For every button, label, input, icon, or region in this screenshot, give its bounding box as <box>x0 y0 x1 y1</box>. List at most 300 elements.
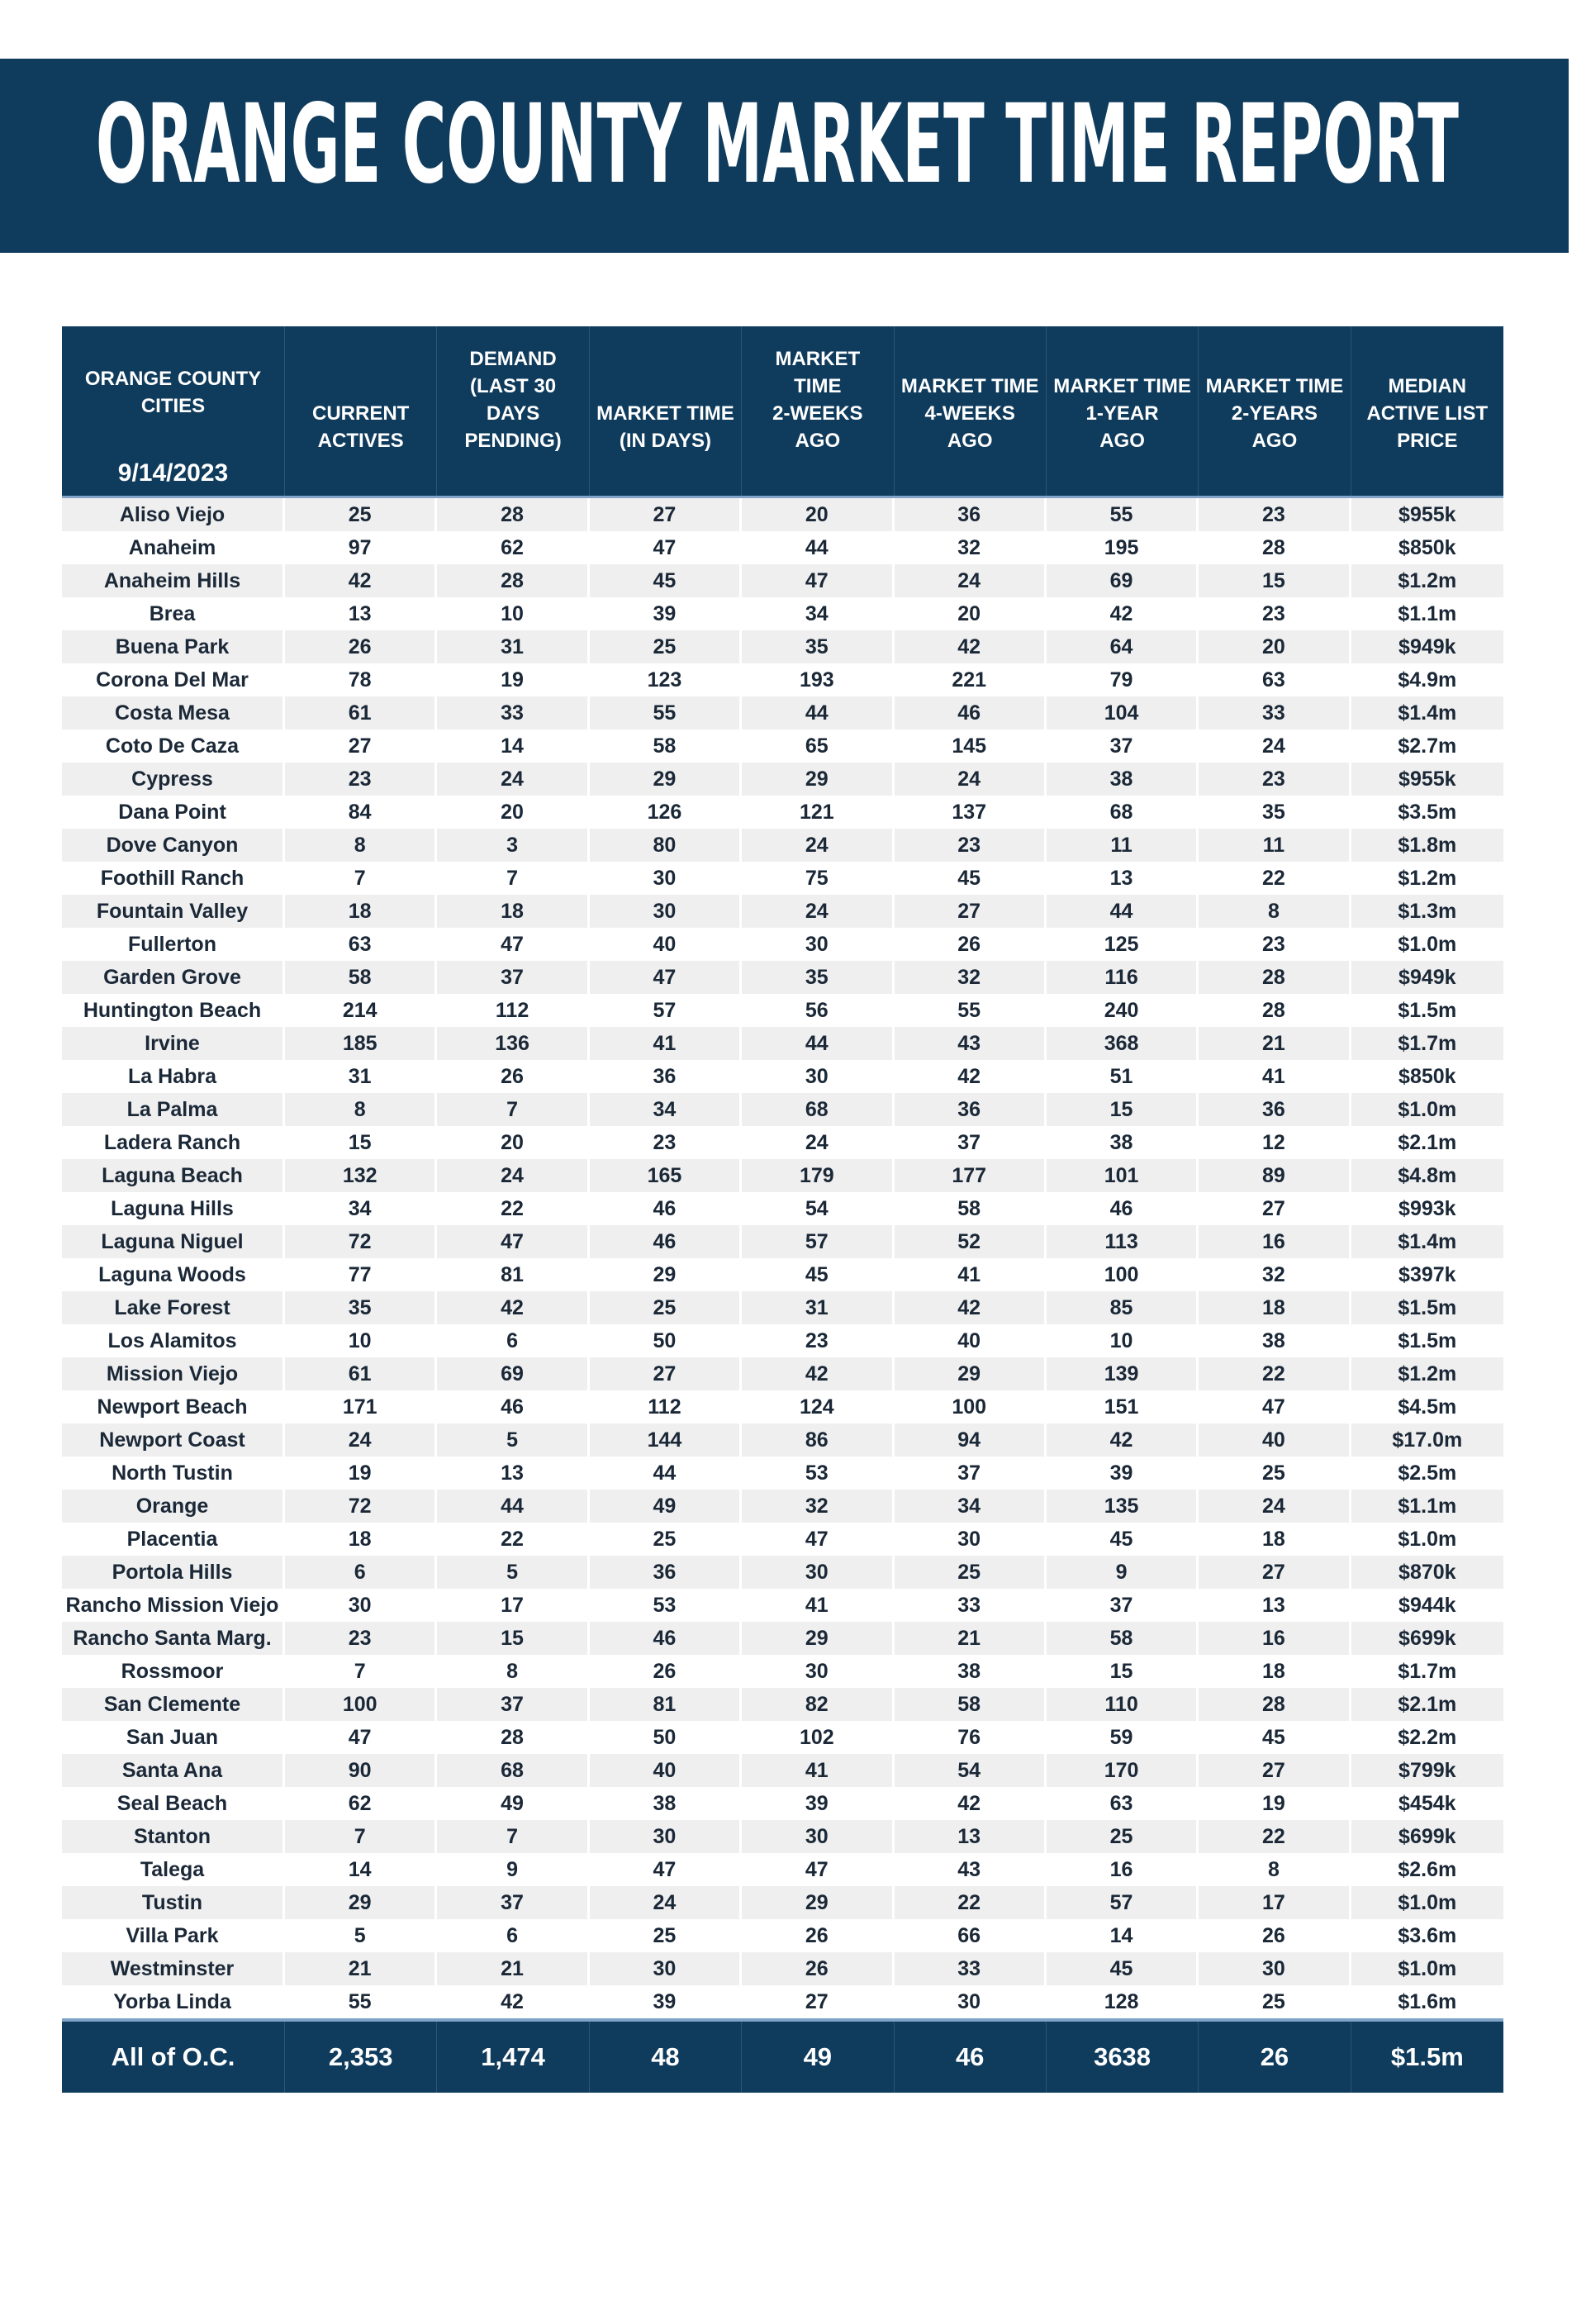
cell-current-actives: 24 <box>285 1423 437 1457</box>
table-row <box>62 1324 1503 1357</box>
header-market-time-4-weeks <box>895 326 1047 496</box>
cell-market-time-1-year: 57 <box>1047 1886 1199 1919</box>
cell-demand: 24 <box>437 1159 589 1192</box>
cell-market-time: 25 <box>590 1919 742 1952</box>
cell-market-time-1-year: 195 <box>1047 531 1199 564</box>
table-row <box>62 1985 1503 2018</box>
cell-median-price: $1.0m <box>1398 932 1457 956</box>
cell-market-time-2-years: 8 <box>1199 1853 1351 1886</box>
cell-city: Rancho Mission Viejo <box>62 1589 285 1622</box>
cell-market-time-4-weeks: 29 <box>895 1357 1047 1390</box>
table-row <box>62 1523 1503 1556</box>
header-label: CURRENT ACTIVES <box>312 402 410 452</box>
cell-market-time-4-weeks: 42 <box>895 1291 1047 1324</box>
cell-city: Fountain Valley <box>62 895 285 928</box>
cell-market-time: 25 <box>590 1291 742 1324</box>
cell-market-time-1-year: 68 <box>1047 796 1199 829</box>
cell-market-time: 49 <box>590 1490 742 1523</box>
cell-city: San Juan <box>62 1721 285 1754</box>
cell-market-time-2-weeks: 124 <box>742 1390 894 1423</box>
total-market-time: 48 <box>590 2022 742 2093</box>
cell-market-time-2-years: 22 <box>1199 862 1351 895</box>
cell-city: Foothill Ranch <box>62 862 285 895</box>
cell-current-actives: 13 <box>285 597 437 630</box>
cell-market-time-2-years: 23 <box>1199 928 1351 961</box>
cell-city: Cypress <box>62 763 285 796</box>
title-graphic <box>0 59 1569 253</box>
cell-demand: 5 <box>437 1423 589 1457</box>
cell-city: La Palma <box>62 1093 285 1126</box>
table-row <box>62 663 1503 696</box>
cell-demand: 26 <box>437 1060 589 1093</box>
cell-market-time-2-weeks: 86 <box>742 1423 894 1457</box>
cell-market-time-2-years: 18 <box>1199 1655 1351 1688</box>
cell-market-time-2-years: 23 <box>1199 498 1351 531</box>
cell-market-time-2-years: 18 <box>1199 1523 1351 1556</box>
cell-market-time-2-years: 22 <box>1199 1357 1351 1390</box>
cell-market-time-2-years: 15 <box>1199 564 1351 597</box>
cell-market-time-1-year: 38 <box>1047 763 1199 796</box>
cell-market-time-4-weeks: 55 <box>895 994 1047 1027</box>
cell-market-time: 80 <box>590 829 742 862</box>
table-row <box>62 928 1503 961</box>
cell-demand: 81 <box>437 1258 589 1291</box>
table-row <box>62 994 1503 1027</box>
cell-demand: 22 <box>437 1523 589 1556</box>
cell-market-time-1-year: 135 <box>1047 1490 1199 1523</box>
cell-market-time-4-weeks: 42 <box>895 1787 1047 1820</box>
cell-demand: 68 <box>437 1754 589 1787</box>
total-label: All of O.C. <box>62 2022 285 2093</box>
cell-city: Dana Point <box>62 796 285 829</box>
cell-demand: 15 <box>437 1622 589 1655</box>
cell-market-time-2-weeks: 29 <box>742 1886 894 1919</box>
cell-median-price: $1.4m <box>1398 701 1457 725</box>
cell-city: Aliso Viejo <box>62 498 285 531</box>
cell-demand: 21 <box>437 1952 589 1985</box>
cell-market-time-4-weeks: 34 <box>895 1490 1047 1523</box>
header-label: MARKET TIME 1-YEAR AGO <box>1053 375 1191 452</box>
cell-market-time: 29 <box>590 1258 742 1291</box>
table-body <box>62 498 1503 2018</box>
table-row <box>62 696 1503 730</box>
cell-market-time-2-years: 13 <box>1199 1589 1351 1622</box>
cell-market-time-2-weeks: 56 <box>742 994 894 1027</box>
cell-median-price: $1.4m <box>1398 1229 1457 1253</box>
table-row <box>62 1093 1503 1126</box>
cell-current-actives: 132 <box>285 1159 437 1192</box>
table-row <box>62 1886 1503 1919</box>
cell-demand: 62 <box>437 531 589 564</box>
cell-market-time: 40 <box>590 1754 742 1787</box>
cell-city: Rancho Santa Marg. <box>62 1622 285 1655</box>
cell-market-time: 41 <box>590 1027 742 1060</box>
cell-market-time-2-years: 27 <box>1199 1754 1351 1787</box>
table-row <box>62 1225 1503 1258</box>
table-row <box>62 498 1503 531</box>
cell-demand: 24 <box>437 763 589 796</box>
cell-city: Los Alamitos <box>62 1324 285 1357</box>
cell-median-price: $955k <box>1398 502 1456 526</box>
table-row <box>62 1357 1503 1390</box>
cell-median-price: $2.6m <box>1398 1857 1457 1881</box>
cell-market-time-2-years: 63 <box>1199 663 1351 696</box>
cell-median-price: $699k <box>1398 1626 1456 1650</box>
cell-median-price: $1.0m <box>1398 1956 1457 1980</box>
cell-market-time-4-weeks: 23 <box>895 829 1047 862</box>
cell-current-actives: 84 <box>285 796 437 829</box>
cell-market-time: 25 <box>590 630 742 663</box>
cell-market-time-2-years: 89 <box>1199 1159 1351 1192</box>
cell-city: Westminster <box>62 1952 285 1985</box>
cell-median-price: $2.2m <box>1398 1725 1457 1749</box>
cell-current-actives: 18 <box>285 1523 437 1556</box>
header-market-time-2-weeks <box>742 326 894 496</box>
cell-median-price: $2.7m <box>1398 734 1457 758</box>
cell-market-time-4-weeks: 40 <box>895 1324 1047 1357</box>
cell-city: Tustin <box>62 1886 285 1919</box>
cell-current-actives: 6 <box>285 1556 437 1589</box>
cell-market-time-4-weeks: 21 <box>895 1622 1047 1655</box>
cell-market-time-2-years: 12 <box>1199 1126 1351 1159</box>
cell-demand: 44 <box>437 1490 589 1523</box>
cell-city: Laguna Beach <box>62 1159 285 1192</box>
cell-market-time-1-year: 368 <box>1047 1027 1199 1060</box>
cell-current-actives: 5 <box>285 1919 437 1952</box>
table-row <box>62 531 1503 564</box>
cell-market-time-1-year: 64 <box>1047 630 1199 663</box>
cell-market-time-1-year: 101 <box>1047 1159 1199 1192</box>
cell-city: Yorba Linda <box>62 1985 285 2018</box>
cell-current-actives: 25 <box>285 498 437 531</box>
table-row <box>62 1721 1503 1754</box>
cell-demand: 20 <box>437 796 589 829</box>
cell-market-time: 23 <box>590 1126 742 1159</box>
cell-market-time-1-year: 37 <box>1047 730 1199 763</box>
cell-demand: 47 <box>437 1225 589 1258</box>
cell-median-price: $4.8m <box>1398 1163 1457 1187</box>
cell-market-time: 39 <box>590 1985 742 2018</box>
cell-market-time: 46 <box>590 1622 742 1655</box>
cell-market-time: 46 <box>590 1225 742 1258</box>
header-label: ORANGE COUNTY CITIES <box>84 368 262 417</box>
cell-current-actives: 214 <box>285 994 437 1027</box>
cell-market-time-2-years: 20 <box>1199 630 1351 663</box>
cell-market-time-2-weeks: 47 <box>742 1853 894 1886</box>
cell-demand: 112 <box>437 994 589 1027</box>
cell-market-time-2-years: 25 <box>1199 1985 1351 2018</box>
cell-market-time-4-weeks: 37 <box>895 1126 1047 1159</box>
cell-market-time-1-year: 170 <box>1047 1754 1199 1787</box>
cell-median-price: $397k <box>1398 1262 1456 1286</box>
cell-city: Brea <box>62 597 285 630</box>
cell-market-time-1-year: 16 <box>1047 1853 1199 1886</box>
table-row <box>62 1490 1503 1523</box>
cell-demand: 5 <box>437 1556 589 1589</box>
table-row <box>62 1589 1503 1622</box>
cell-median-price: $1.2m <box>1398 1362 1457 1385</box>
cell-market-time-4-weeks: 36 <box>895 498 1047 531</box>
cell-market-time: 57 <box>590 994 742 1027</box>
cell-market-time: 40 <box>590 928 742 961</box>
cell-market-time-2-years: 18 <box>1199 1291 1351 1324</box>
cell-city: North Tustin <box>62 1457 285 1490</box>
cell-market-time-1-year: 51 <box>1047 1060 1199 1093</box>
header-label: MARKET TIME 2-WEEKS AGO <box>772 348 863 452</box>
cell-market-time-2-weeks: 82 <box>742 1688 894 1721</box>
cell-market-time-2-weeks: 42 <box>742 1357 894 1390</box>
cell-market-time-1-year: 240 <box>1047 994 1199 1027</box>
cell-market-time-2-weeks: 47 <box>742 564 894 597</box>
cell-market-time-1-year: 46 <box>1047 1192 1199 1225</box>
cell-market-time-2-years: 16 <box>1199 1225 1351 1258</box>
table-row <box>62 630 1503 663</box>
cell-current-actives: 58 <box>285 961 437 994</box>
cell-market-time: 34 <box>590 1093 742 1126</box>
cell-median-price: $1.5m <box>1398 998 1457 1022</box>
cell-market-time-2-weeks: 29 <box>742 1622 894 1655</box>
cell-market-time-2-years: 28 <box>1199 961 1351 994</box>
cell-market-time-4-weeks: 145 <box>895 730 1047 763</box>
cell-market-time-2-years: 11 <box>1199 829 1351 862</box>
cell-market-time-1-year: 100 <box>1047 1258 1199 1291</box>
cell-median-price: $1.1m <box>1398 1494 1457 1518</box>
cell-market-time: 165 <box>590 1159 742 1192</box>
cell-market-time-1-year: 151 <box>1047 1390 1199 1423</box>
table-row <box>62 1754 1503 1787</box>
table-row <box>62 1192 1503 1225</box>
cell-market-time: 126 <box>590 796 742 829</box>
cell-city: Placentia <box>62 1523 285 1556</box>
cell-market-time-2-weeks: 193 <box>742 663 894 696</box>
cell-market-time-2-years: 28 <box>1199 1688 1351 1721</box>
header-median-price <box>1351 326 1503 496</box>
cell-market-time-2-weeks: 102 <box>742 1721 894 1754</box>
cell-median-price: $949k <box>1398 634 1456 658</box>
cell-demand: 69 <box>437 1357 589 1390</box>
cell-city: Laguna Woods <box>62 1258 285 1291</box>
cell-market-time: 44 <box>590 1457 742 1490</box>
market-time-table <box>62 326 1503 2093</box>
header-city <box>62 326 285 496</box>
table-row <box>62 829 1503 862</box>
cell-current-actives: 8 <box>285 1093 437 1126</box>
cell-market-time-2-weeks: 75 <box>742 862 894 895</box>
cell-market-time: 55 <box>590 696 742 730</box>
cell-market-time-2-years: 17 <box>1199 1886 1351 1919</box>
cell-city: Talega <box>62 1853 285 1886</box>
cell-market-time: 53 <box>590 1589 742 1622</box>
cell-market-time-2-weeks: 30 <box>742 928 894 961</box>
cell-market-time: 24 <box>590 1886 742 1919</box>
cell-demand: 17 <box>437 1589 589 1622</box>
header-demand <box>437 326 589 496</box>
cell-demand: 31 <box>437 630 589 663</box>
cell-city: Anaheim <box>62 531 285 564</box>
cell-market-time-2-weeks: 54 <box>742 1192 894 1225</box>
cell-city: Newport Beach <box>62 1390 285 1423</box>
cell-market-time-2-weeks: 30 <box>742 1820 894 1853</box>
cell-median-price: $1.3m <box>1398 899 1457 923</box>
cell-city: San Clemente <box>62 1688 285 1721</box>
table-row <box>62 1390 1503 1423</box>
cell-market-time-4-weeks: 54 <box>895 1754 1047 1787</box>
cell-median-price: $1.7m <box>1398 1659 1457 1683</box>
cell-market-time: 26 <box>590 1655 742 1688</box>
cell-median-price: $2.1m <box>1398 1692 1457 1716</box>
cell-market-time-2-weeks: 57 <box>742 1225 894 1258</box>
table-row <box>62 1655 1503 1688</box>
cell-market-time: 46 <box>590 1192 742 1225</box>
cell-current-actives: 8 <box>285 829 437 862</box>
cell-market-time-2-weeks: 45 <box>742 1258 894 1291</box>
cell-market-time: 30 <box>590 895 742 928</box>
cell-market-time-1-year: 38 <box>1047 1126 1199 1159</box>
cell-market-time-1-year: 55 <box>1047 498 1199 531</box>
cell-median-price: $1.2m <box>1398 568 1457 592</box>
cell-demand: 46 <box>437 1390 589 1423</box>
cell-median-price: $1.5m <box>1398 1328 1457 1352</box>
cell-market-time-1-year: 44 <box>1047 895 1199 928</box>
cell-market-time-4-weeks: 24 <box>895 763 1047 796</box>
cell-median-price: $1.1m <box>1398 601 1457 625</box>
table-row <box>62 1258 1503 1291</box>
cell-market-time-2-years: 41 <box>1199 1060 1351 1093</box>
cell-demand: 7 <box>437 862 589 895</box>
cell-demand: 37 <box>437 1886 589 1919</box>
cell-current-actives: 27 <box>285 730 437 763</box>
cell-market-time-2-years: 35 <box>1199 796 1351 829</box>
cell-market-time-2-years: 38 <box>1199 1324 1351 1357</box>
cell-market-time-1-year: 79 <box>1047 663 1199 696</box>
cell-market-time: 112 <box>590 1390 742 1423</box>
cell-market-time-2-weeks: 24 <box>742 895 894 928</box>
cell-median-price: $1.2m <box>1398 866 1457 890</box>
cell-current-actives: 21 <box>285 1952 437 1985</box>
header-label: MARKET TIME 4-WEEKS AGO <box>900 375 1039 452</box>
cell-market-time-1-year: 42 <box>1047 1423 1199 1457</box>
cell-median-price: $799k <box>1398 1758 1456 1782</box>
cell-market-time-1-year: 11 <box>1047 829 1199 862</box>
cell-market-time: 30 <box>590 1820 742 1853</box>
title-banner <box>0 59 1569 253</box>
cell-market-time-2-years: 16 <box>1199 1622 1351 1655</box>
total-demand: 1,474 <box>437 2022 589 2093</box>
cell-city: Villa Park <box>62 1919 285 1952</box>
cell-median-price: $1.0m <box>1398 1890 1457 1914</box>
cell-city: Fullerton <box>62 928 285 961</box>
cell-demand: 49 <box>437 1787 589 1820</box>
cell-market-time-1-year: 110 <box>1047 1688 1199 1721</box>
cell-market-time-1-year: 14 <box>1047 1919 1199 1952</box>
cell-demand: 136 <box>437 1027 589 1060</box>
cell-market-time-1-year: 15 <box>1047 1093 1199 1126</box>
cell-median-price: $1.0m <box>1398 1527 1457 1551</box>
cell-market-time-1-year: 45 <box>1047 1952 1199 1985</box>
cell-market-time-1-year: 13 <box>1047 862 1199 895</box>
cell-market-time: 29 <box>590 763 742 796</box>
cell-demand: 18 <box>437 895 589 928</box>
cell-demand: 28 <box>437 564 589 597</box>
cell-demand: 8 <box>437 1655 589 1688</box>
table-row <box>62 895 1503 928</box>
cell-market-time-2-years: 22 <box>1199 1820 1351 1853</box>
table-row <box>62 1291 1503 1324</box>
cell-city: Anaheim Hills <box>62 564 285 597</box>
header-market-time-1-year <box>1047 326 1199 496</box>
cell-market-time-4-weeks: 26 <box>895 928 1047 961</box>
cell-market-time-2-years: 27 <box>1199 1556 1351 1589</box>
cell-market-time-4-weeks: 42 <box>895 1060 1047 1093</box>
cell-city: Newport Coast <box>62 1423 285 1457</box>
table-row <box>62 796 1503 829</box>
header-current-actives <box>285 326 437 496</box>
cell-market-time-4-weeks: 66 <box>895 1919 1047 1952</box>
cell-market-time-2-weeks: 65 <box>742 730 894 763</box>
cell-median-price: $454k <box>1398 1791 1456 1815</box>
cell-market-time-1-year: 104 <box>1047 696 1199 730</box>
total-market-time-2-weeks: 49 <box>742 2022 894 2093</box>
cell-current-actives: 63 <box>285 928 437 961</box>
cell-city: Stanton <box>62 1820 285 1853</box>
cell-median-price: $3.5m <box>1398 800 1457 824</box>
cell-market-time-4-weeks: 24 <box>895 564 1047 597</box>
header-label: MARKET TIME 2-YEARS AGO <box>1205 375 1344 452</box>
cell-market-time-2-years: 23 <box>1199 597 1351 630</box>
cell-market-time: 45 <box>590 564 742 597</box>
table-row <box>62 1556 1503 1589</box>
table-row <box>62 730 1503 763</box>
cell-market-time-2-weeks: 35 <box>742 961 894 994</box>
cell-market-time-2-years: 23 <box>1199 763 1351 796</box>
cell-market-time-4-weeks: 25 <box>895 1556 1047 1589</box>
cell-market-time: 144 <box>590 1423 742 1457</box>
cell-market-time-2-weeks: 24 <box>742 829 894 862</box>
cell-market-time-2-weeks: 179 <box>742 1159 894 1192</box>
cell-market-time-4-weeks: 38 <box>895 1655 1047 1688</box>
cell-demand: 10 <box>437 597 589 630</box>
table-row <box>62 1027 1503 1060</box>
cell-market-time: 25 <box>590 1523 742 1556</box>
cell-market-time-2-years: 27 <box>1199 1192 1351 1225</box>
cell-market-time-1-year: 42 <box>1047 597 1199 630</box>
cell-market-time-4-weeks: 100 <box>895 1390 1047 1423</box>
total-market-time-2-years: 26 <box>1199 2022 1351 2093</box>
cell-current-actives: 15 <box>285 1126 437 1159</box>
cell-demand: 37 <box>437 961 589 994</box>
cell-market-time: 30 <box>590 862 742 895</box>
cell-median-price: $1.5m <box>1398 1295 1457 1319</box>
cell-market-time-2-years: 36 <box>1199 1093 1351 1126</box>
cell-median-price: $1.0m <box>1398 1097 1457 1121</box>
cell-demand: 14 <box>437 730 589 763</box>
cell-market-time-1-year: 59 <box>1047 1721 1199 1754</box>
cell-demand: 33 <box>437 696 589 730</box>
cell-current-actives: 62 <box>285 1787 437 1820</box>
cell-demand: 47 <box>437 928 589 961</box>
total-market-time-1-year: 3638 <box>1047 2022 1199 2093</box>
cell-median-price: $1.7m <box>1398 1031 1457 1055</box>
cell-current-actives: 34 <box>285 1192 437 1225</box>
cell-current-actives: 7 <box>285 1820 437 1853</box>
cell-market-time-2-weeks: 29 <box>742 763 894 796</box>
cell-market-time-4-weeks: 58 <box>895 1192 1047 1225</box>
cell-current-actives: 18 <box>285 895 437 928</box>
cell-market-time-1-year: 15 <box>1047 1655 1199 1688</box>
cell-market-time-4-weeks: 43 <box>895 1853 1047 1886</box>
cell-current-actives: 10 <box>285 1324 437 1357</box>
cell-market-time-1-year: 10 <box>1047 1324 1199 1357</box>
